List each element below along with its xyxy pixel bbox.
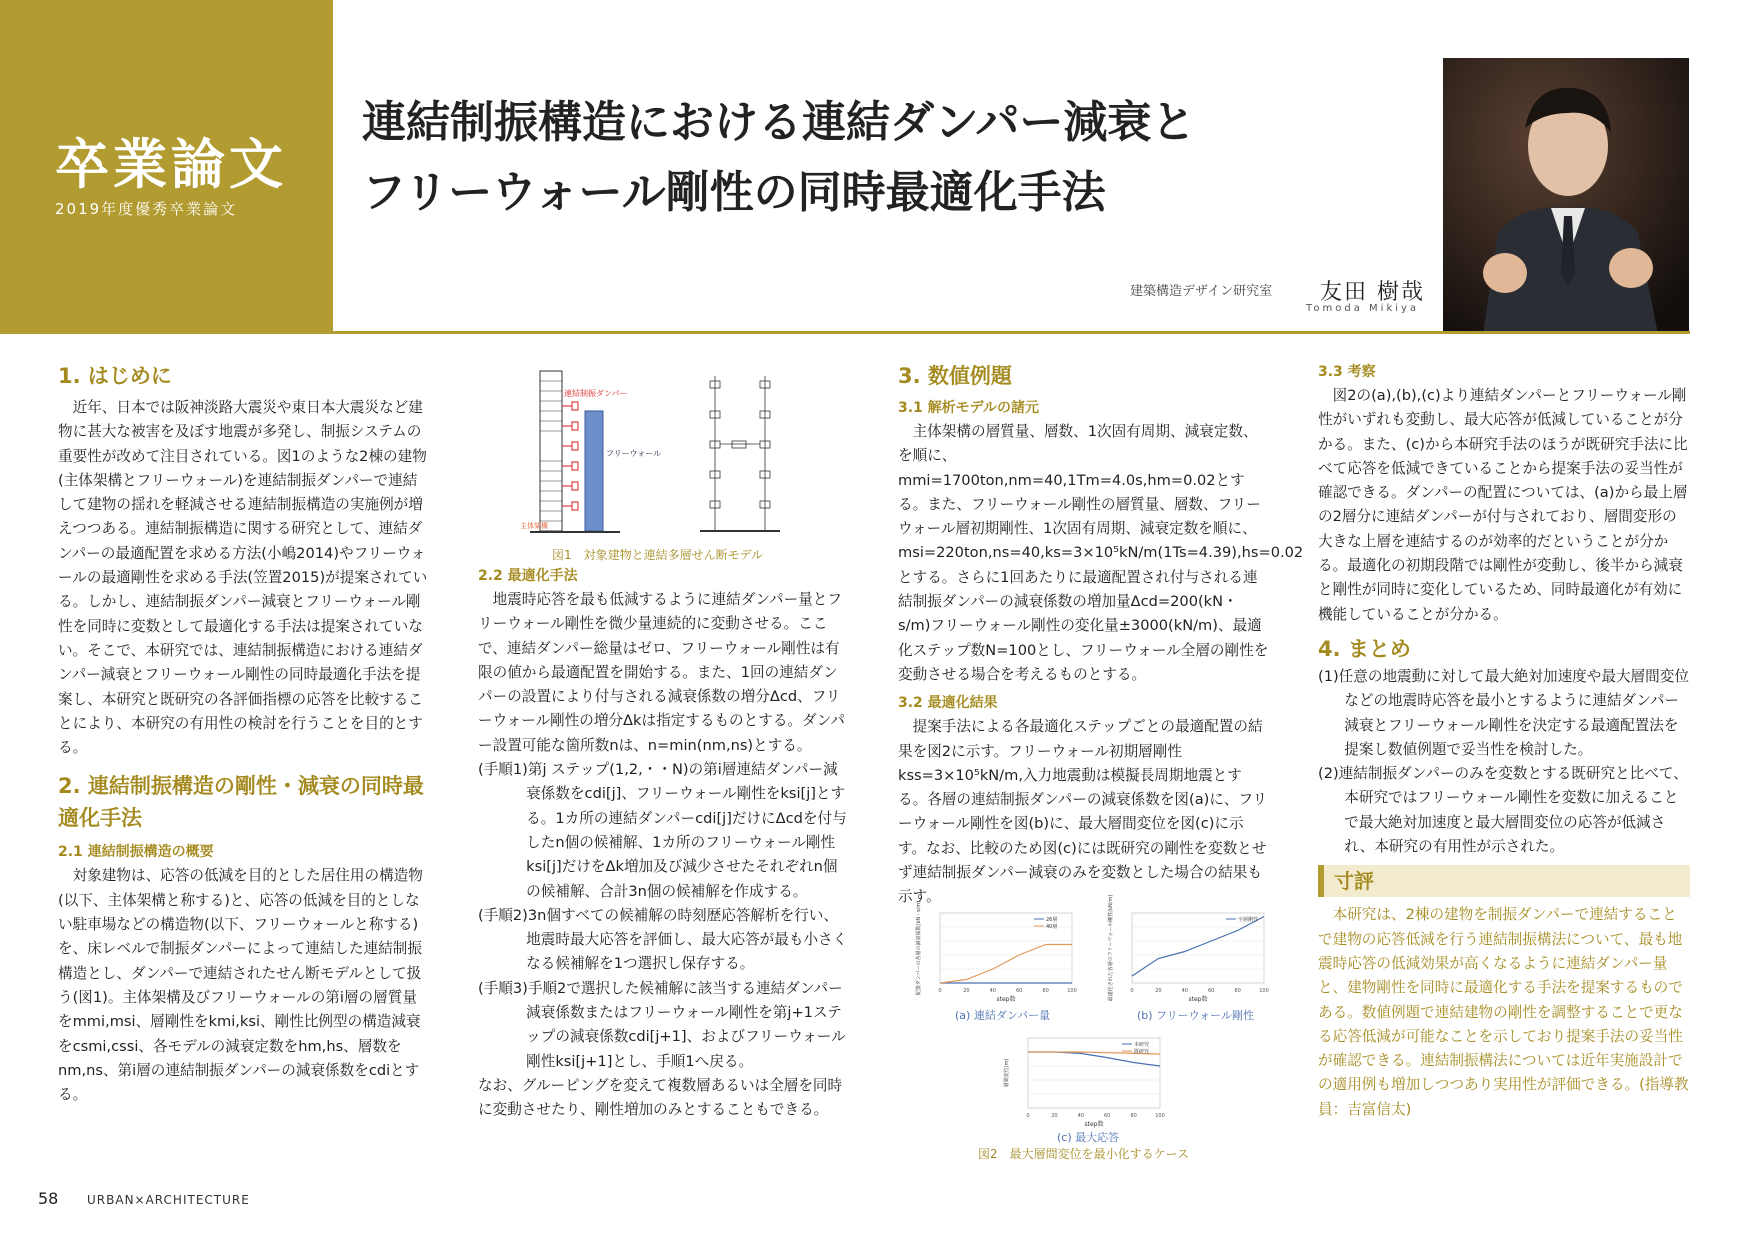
title-line-1: 連結制振構造における連結ダンパー減衰と [362, 97, 1196, 148]
chart-a-x-tick: 0 [938, 988, 942, 994]
fig1-label-damper: 連結制振ダンパー [564, 389, 628, 398]
page-number: 58 [38, 1189, 59, 1208]
section-1-text: 近年、日本では阪神淡路大震災や東日本大震災など建物に甚大な被害を及ぼす地震が多発し、制振システムの重要性が改めて注目されている。図1のような2棟の建物(主体架構とフリーウォール)を連結制振ダンパーで連結して建物の揺れを軽減させる連結制振構造の実施例が増えつつある。連結制振構造に関する研究として、連結ダンパーの最適配置を求める方法(小嶋2014)やフリーウォールの最適剛性を求める手法(笠置2015)が提案されている。しかし、連結制振ダンパー減衰とフリーウォール剛性を同時に変数として最適化する手法は提案されていない。そこで、本研究では、連結制振構造における連結ダンパー減衰とフリーウォール剛性の同時最適化手法を提案し、本研究と既研究の各評価指標の応答を比較することにより、本研究の有用性の検討を行うことを目的とする。 [58, 399, 428, 757]
section-3-3-text: 図2の(a),(b),(c)より連結ダンパーとフリーウォール剛性がいずれも変動し、最大応答が低減していることが分かる。また、(c)から本研究手法のほうが既研究手法に比べて応答を低減できていることから提案手法の妥当性が確認できる。ダンパーの配置については、(a)から最上層の2層分に連結ダンパーが付与されており、層間変形の大きな上層を連結するのが効率的だということが分かる。最適化の初期段階では剛性が変動し、後半から減衰と剛性が同時に変化しているため、同時最適化が有効に機能していることが分かる。 [1318, 387, 1688, 623]
chart-b-x-tick: 80 [1234, 988, 1241, 994]
chart-a-legend-label: 40層 [1046, 924, 1058, 930]
section-3-3-heading: 3.3 考察 [1318, 364, 1376, 380]
section-3-heading: 3. 数値例題 [898, 364, 1012, 388]
chart-b-x-tick: 40 [1181, 988, 1188, 994]
column-2 [478, 564, 850, 1123]
procedure-step-1: (手順1)第j ステップ(1,2,・・N)の第i層連結ダンパー減衰係数をcdi[j]、フリーウォール剛性をksi[j]とする。1カ所の連結ダンパーcdi[j]だけにΔcdを付与したn個の候補解、1カ所のフリーウォール剛性ksi[j]だけをΔk増加及び減少させたそれぞれn個の候補解、合計3n個の候補解を作成する。 [478, 761, 847, 900]
fig1-label-main: 主体架構 [520, 522, 548, 530]
figure-2a-caption: (a) 連結ダンパー量 [955, 1009, 1051, 1022]
figure-1 [520, 366, 820, 546]
column-1 [58, 360, 430, 1107]
author-name-en: Tomoda Mikiya [1306, 303, 1420, 314]
section-2-heading: 2. 連結制振構造の剛性・減衰の同時最適化手法 [58, 774, 424, 831]
section-3-1-heading: 3.1 解析モデルの諸元 [898, 400, 1039, 416]
procedure-step-2: (手順2)3n個すべての候補解の時刻歴応答解析を行い、地震時最大応答を評価し、最大応答が最も小さくなる候補解を1つ選択し保存する。 [478, 906, 848, 973]
column-3 [898, 360, 1304, 910]
chart-c-x-tick: 20 [1051, 1113, 1058, 1119]
section-3-2-text: 提案手法による各最適化ステップごとの最適配置の結果を図2に示す。フリーウォール初期層剛性kss=3×10⁵kN/m,入力地震動は模擬長周期地震とする。各層の連結制振ダンパーの減衰係数を図(a)に、フリーウォール剛性を図(b)に、最大層間変位を図(c)に示す。なお、比較のため図(c)には既研究の剛性を変数とせず連結制振ダンパー減衰のみを変数とした場合の結果も示す。 [898, 718, 1268, 906]
procedure-step-3: (手順3)手順2で選択した候補解に該当する連結ダンパー減衰係数またはフリーウォール剛性を第j+1ステップの減衰係数cdi[j+1]、およびフリーウォール剛性ksi[j+1]とし、手順1へ戻る。 [478, 979, 846, 1070]
chart-a-y-label: 配置ダンパーの各層の減衰係数(kN・s/m) [916, 900, 922, 996]
summary-item-1: (1)任意の地震動に対して最大絶対加速度や最大層間変位などの地震時応答を最小とするように連結ダンパー減衰とフリーウォール剛性を決定する最適配置法を提案し数値例題で妥当性を検討した。 [1318, 667, 1689, 758]
header-rule [0, 331, 1690, 334]
section-2-1-heading: 2.1 連結制振構造の概要 [58, 844, 214, 861]
title-line-2: フリーウォール剛性の同時最適化手法 [362, 167, 1106, 218]
chart-c-x-tick: 40 [1077, 1113, 1084, 1119]
figure-2c-chart [1000, 1030, 1170, 1130]
author-name: 友田 樹哉 [1320, 280, 1425, 305]
section-3-1-text: 主体架構の層質量、層数、1次固有周期、減衰定数、を順に、mmi=1700ton,nm=40,1Tm=4.0s,hm=0.02とする。また、フリーウォール剛性の層質量、層数、フリーウォール層初期剛性、1次固有周期、減衰定数を順に、msi=220ton,ns=40,ks=3×10⁵kN/m(1Ts=4.39),hs=0.02とする。さらに1回あたりに最適配置され付与される連結制振ダンパーの減衰係数の増加量Δcd=200(kN・s/m)フリーウォール剛性の変化量±3000(kN/m)、最適化ステップ数N=100とし、フリーウォール全層の剛性を変動させる場合を考えるものとする。 [898, 423, 1304, 683]
chart-a-legend-label: 26層 [1046, 917, 1058, 923]
evaluation-text: 本研究は、2棟の建物を制振ダンパーで連結することで建物の応答低減を行う連結制振構法について、最も地震時応答の低減効果が高くなるように連結ダンパー量と、建物剛性を同時に最適化する手法を提案するものである。数値例題で連結建物の剛性を調整することで更なる応答低減が可能なことを示しており提案手法の妥当性が確認できる。連結制振構法については近年実施設計での適用例も増加しつつあり実用性が評価できる。(指導教員：吉富信太) [1318, 906, 1689, 1118]
main-frame-drawing [520, 371, 661, 532]
chart-a-x-tick: 20 [963, 988, 970, 994]
chart-b-y-label: 最適化された各層のフリーウォール剛性(kN/m) [1108, 894, 1114, 1002]
column-4 [1318, 360, 1690, 1122]
figure-2c-caption: (c) 最大応答 [1057, 1131, 1120, 1144]
category-sub-label: 2019年度優秀卒業論文 [55, 200, 238, 218]
chart-a-x-tick: 60 [1016, 988, 1023, 994]
chart-a-x-tick: 40 [989, 988, 996, 994]
chart-b-x-tick: 60 [1208, 988, 1215, 994]
section-2-2-text: 地震時応答を最も低減するように連結ダンパー量とフリーウォール剛性を微少量連続的に変動させる。ここで、連結ダンパー総量はゼロ、フリーウォール剛性は有限の値から最適配置を開始する。また、1回の連結ダンパーの設置により付与される減衰係数の増分Δcd、フリーウォール剛性の増分Δkは指定するものとする。ダンパー設置可能な箇所数nは、n=min(nm,ns)とする。 [478, 591, 845, 754]
chart-c-x-tick: 80 [1130, 1113, 1137, 1119]
chart-b-legend-label: 全層剛性 [1238, 917, 1259, 923]
category-banner [0, 0, 333, 333]
chart-c-y-label: 層間変位(m) [1004, 1058, 1010, 1088]
figure-2b-caption: (b) フリーウォール剛性 [1137, 1009, 1254, 1022]
summary-item-2: (2)連結制振ダンパーのみを変数とする既研究と比べて、本研究ではフリーウォール剛性を変数に加えることで最大絶対加速度と最大層間変位の応答が低減され、本研究の有用性が示された。 [1318, 765, 1688, 856]
section-2-2-note: なお、グルーピングを変えて複数層あるいは全層を同時に変動させたり、剛性増加のみとすることもできる。 [478, 1076, 843, 1119]
chart-a-x-tick: 100 [1067, 988, 1077, 994]
figure-1-caption: 図1 対象建物と連結多層せん断モデル [552, 548, 764, 562]
category-label: 卒業論文 [55, 133, 287, 196]
chart-b-x-tick: 20 [1155, 988, 1162, 994]
section-3-2-heading: 3.2 最適化結果 [898, 695, 998, 712]
fig1-label-wall: フリーウォール [606, 449, 662, 458]
figure-2-caption: 図2 最大層間変位を最小化するケース [978, 1147, 1190, 1161]
figure-2a-chart [912, 900, 1082, 1005]
author-photo [1443, 58, 1689, 334]
section-2-1-text: 対象建物は、応答の低減を目的とした居住用の構造物(以下、主体架構と称する)と、応答の低減を目的としない駐車場などの構造物(以下、フリーウォールと称する)を、床レベルで制振ダンパーによって連結した連結制振構造とし、ダンパーで連結されたせん断モデルとして扱う(図1)。主体架構及びフリーウォールの第i層の層質量をmmi,msi、層剛性をkmi,ksi、剛性比例型の構造減衰をcsmi,cssi、各モデルの減衰定数をhm,hs、層数をnm,ns、第i層の連結制振ダンパーの減衰係数をcdiとする。 [58, 867, 423, 1104]
section-1-heading: 1. はじめに [58, 364, 172, 388]
section-2-2-heading: 2.2 最適化手法 [478, 568, 578, 584]
paper-title [362, 88, 1195, 228]
chart-a-x-label: step数 [996, 996, 1016, 1003]
chart-c-legend-label: 既研究 [1134, 1049, 1150, 1055]
chart-b-x-tick: 100 [1259, 988, 1269, 994]
shear-model-drawing [700, 376, 780, 531]
chart-c-x-tick: 100 [1155, 1113, 1165, 1119]
evaluation-heading: 寸評 [1318, 865, 1690, 897]
lab-name: 建築構造デザイン研究室 [1130, 284, 1273, 299]
magazine-name: URBAN×ARCHITECTURE [87, 1193, 250, 1207]
figure-2b-chart [1104, 894, 1274, 1005]
chart-b-x-label: step数 [1188, 996, 1208, 1003]
chart-c-legend-label: 本研究 [1134, 1042, 1150, 1048]
chart-c-x-tick: 0 [1026, 1113, 1030, 1119]
section-4-heading: 4. まとめ [1318, 636, 1411, 661]
chart-c-x-label: step数 [1084, 1121, 1104, 1128]
chart-b-x-tick: 0 [1130, 988, 1134, 994]
chart-b-plot-area [1132, 913, 1264, 983]
chart-c-x-tick: 60 [1104, 1113, 1111, 1119]
chart-a-x-tick: 80 [1042, 988, 1049, 994]
